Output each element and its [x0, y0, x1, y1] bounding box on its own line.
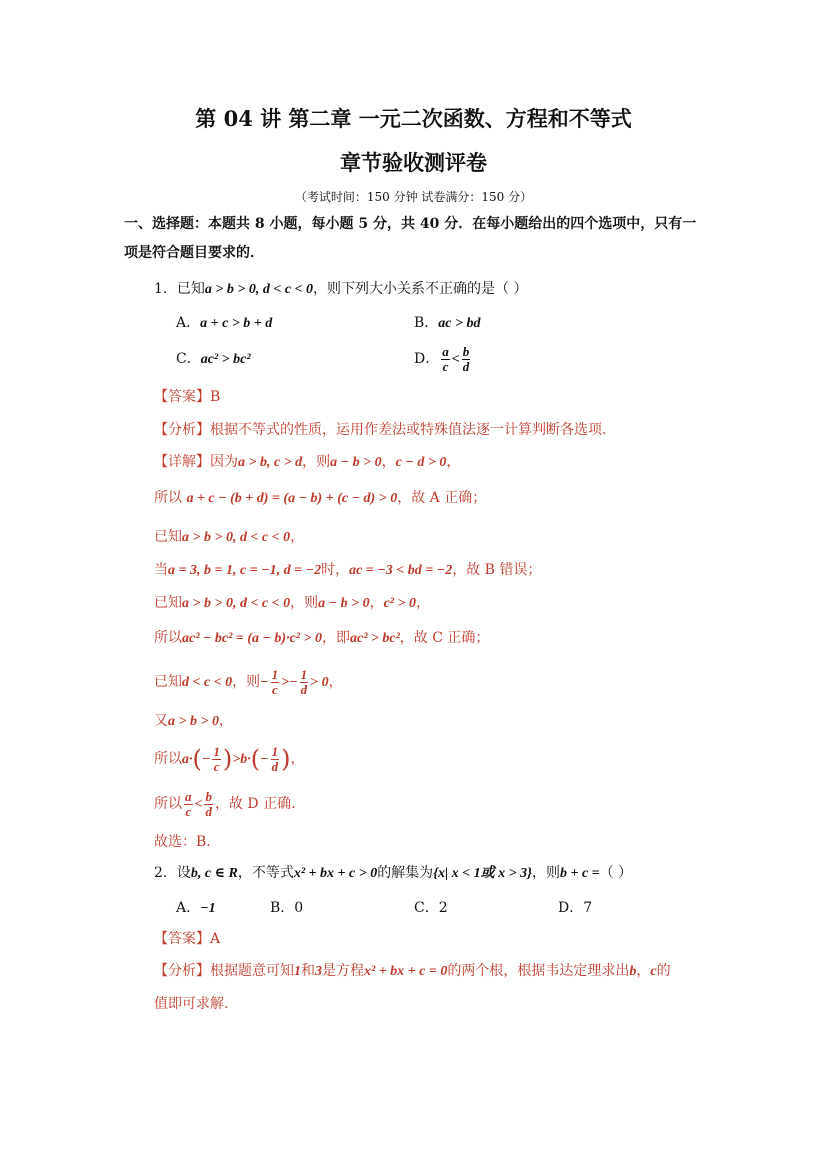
section-heading-line1: 一、选择题：本题共 8 小题，每小题 5 分，共 40 分．在每小题给出的四个选项中，只有一 — [124, 216, 697, 232]
math: 1 — [294, 964, 301, 979]
text: ，不等式 — [237, 865, 294, 881]
text: ， — [446, 454, 461, 470]
question-1-detail-line3 — [154, 527, 304, 548]
math: ac² − bc² = (a − b)·c² > 0 — [182, 631, 322, 646]
text: ， — [290, 529, 305, 545]
var-b: b — [240, 752, 248, 767]
question-1-option-b — [414, 313, 481, 334]
fraction-1-over-d: $\frac{1}{d}$ — [300, 666, 308, 697]
question-1-stem-end: ，则下列大小关系不正确的是（ ） — [313, 281, 528, 297]
question-1-analysis: 【分析】根据不等式的性质，运用作差法或特殊值法逐一计算判断各选项. — [154, 422, 607, 438]
section-heading-line2: 项是符合题目要求的． — [124, 245, 264, 261]
question-1-detail-line9: 所以a·(− $\frac{1}{c}$ )>b·(− $\frac{1}{d}$ )， — [154, 743, 305, 774]
text: 因为 — [210, 454, 238, 470]
text: 当 — [154, 562, 168, 578]
question-1-detail-line10 — [154, 786, 296, 823]
question-1-option-d — [414, 342, 472, 377]
question-1-stem — [154, 279, 528, 300]
math: 3 — [315, 964, 322, 979]
math: c − d > 0 — [395, 455, 447, 470]
text: ， — [290, 751, 305, 767]
question-2-option-c: C．2 — [414, 900, 448, 916]
question-1-detail-line2 — [154, 488, 486, 509]
fraction-b-over-d: $\frac{b}{d}$ — [462, 343, 470, 374]
text: ，故 C 正确； — [399, 630, 490, 646]
question-1-detail-line1 — [154, 452, 460, 473]
text: ，则 — [302, 454, 331, 470]
text: ，即 — [321, 630, 350, 646]
math: a − b > 0 — [330, 455, 382, 470]
fraction-a-over-c: $\frac{a}{c}$ — [442, 343, 449, 374]
text: ， — [415, 595, 430, 611]
question-2-analysis-line1 — [154, 961, 671, 982]
minus: − — [260, 675, 269, 690]
option-label: A． — [176, 315, 201, 331]
fraction-1-over-d: $\frac{1}{d}$ — [271, 743, 279, 774]
question-2-stem — [154, 863, 632, 884]
math: a > b > 0 — [168, 714, 219, 729]
text: ， — [381, 454, 396, 470]
math: > 0 — [310, 675, 329, 690]
option-label: C． — [176, 351, 201, 367]
minus: − — [289, 675, 298, 690]
math: d < c < 0 — [182, 675, 233, 690]
less-than: < — [194, 797, 203, 812]
text: 时， — [321, 562, 350, 578]
question-1-answer: 【答案】B — [154, 389, 221, 405]
fraction-1-over-c: $\frac{1}{c}$ — [213, 743, 220, 774]
text: ， — [328, 674, 343, 690]
text: ， — [369, 595, 384, 611]
text: 已知 — [154, 595, 182, 611]
page-subtitle: 章节验收测评卷 — [340, 150, 487, 175]
greater-than: > — [281, 675, 290, 690]
text: ，则 — [290, 595, 319, 611]
text: 是方程 — [322, 963, 364, 979]
text: ， — [636, 963, 651, 979]
text: 的两个根，根据韦达定理求出 — [447, 963, 630, 979]
math: b — [629, 964, 637, 979]
math: x² + bx + c = 0 — [364, 964, 448, 979]
text: ，则 — [232, 674, 261, 690]
text: （ ） — [599, 865, 633, 881]
question-2-option-b: B．0 — [270, 900, 304, 916]
math: a > b > 0, d < c < 0 — [182, 596, 291, 611]
page-title: 第 04 讲 第二章 一元二次函数、方程和不等式 — [195, 106, 632, 131]
detail-tag: 【详解】 — [154, 454, 210, 470]
text: 所以 — [154, 490, 187, 506]
text: 的 — [656, 963, 671, 979]
fraction-1-over-c: $\frac{1}{c}$ — [271, 666, 279, 697]
math: b + c = — [559, 866, 600, 881]
less-than: < — [451, 352, 460, 367]
option-text: ac > bd — [438, 316, 481, 331]
math: ac² > bc² — [349, 631, 400, 646]
question-2-number: 2．设 — [154, 865, 191, 881]
question-2-analysis-line2: 值即可求解. — [154, 996, 229, 1012]
text: 所以 — [154, 630, 182, 646]
text: 和 — [301, 963, 315, 979]
math: c — [650, 964, 657, 979]
math: a + c − (b + d) = (a − b) + (c − d) > 0 — [186, 491, 398, 506]
math: {x| x < 1或 x > 3} — [433, 866, 532, 881]
math: a = 3, b = 1, c = −1, d = −2 — [168, 563, 322, 578]
option-text: −1 — [200, 901, 216, 916]
question-1-condition: a > b > 0, d < c < 0 — [204, 282, 314, 297]
exam-meta: （考试时间：150 分钟 试卷满分：150 分） — [294, 190, 533, 204]
text: 所以 — [154, 751, 182, 767]
text: 已知 — [154, 674, 182, 690]
question-1-option-a — [176, 313, 272, 334]
text: 又 — [154, 713, 168, 729]
option-text: ac² > bc² — [200, 352, 251, 367]
minus: − — [260, 752, 269, 767]
math: ac = −3 < bd = −2 — [349, 563, 453, 578]
text: ，故 A 正确； — [397, 490, 487, 506]
question-2-option-a — [176, 898, 216, 919]
option-text: a + c > b + d — [200, 316, 273, 331]
text: ，故 D 正确. — [214, 796, 296, 812]
question-1-detail-line6 — [154, 628, 489, 649]
question-1-detail-line8 — [154, 711, 233, 732]
text: 已知 — [154, 529, 182, 545]
minus: − — [201, 752, 211, 767]
text: ，故 B 错误； — [452, 562, 542, 578]
question-1-option-c — [176, 349, 251, 370]
text: ， — [218, 713, 233, 729]
fraction-b-over-d: $\frac{b}{d}$ — [205, 788, 212, 819]
text: 所以 — [154, 796, 182, 812]
math: b, c ∈ R — [190, 866, 238, 881]
question-1-detail-line4 — [154, 560, 541, 581]
var-a: a — [182, 752, 189, 767]
option-label: D． — [414, 351, 440, 367]
question-1-detail-line5 — [154, 593, 430, 614]
math: a > b > 0, d < c < 0 — [182, 530, 291, 545]
text: ，则 — [531, 865, 560, 881]
option-label: B． — [414, 315, 439, 331]
text: 【分析】根据题意可知 — [154, 963, 294, 979]
question-1-choice: 故选：B. — [154, 834, 211, 850]
question-2-answer: 【答案】A — [154, 931, 221, 947]
math: c² > 0 — [383, 596, 416, 611]
fraction-a-over-c: $\frac{a}{c}$ — [185, 788, 192, 819]
question-1-number: 1．已知 — [154, 281, 205, 297]
math: a − b > 0 — [318, 596, 370, 611]
text: 的解集为 — [377, 865, 434, 881]
math: a > b, c > d — [238, 455, 303, 470]
math: x² + bx + c > 0 — [293, 866, 378, 881]
question-1-detail-line7 — [154, 664, 343, 701]
question-2-option-d: D．7 — [558, 900, 593, 916]
option-label: A． — [176, 900, 201, 916]
